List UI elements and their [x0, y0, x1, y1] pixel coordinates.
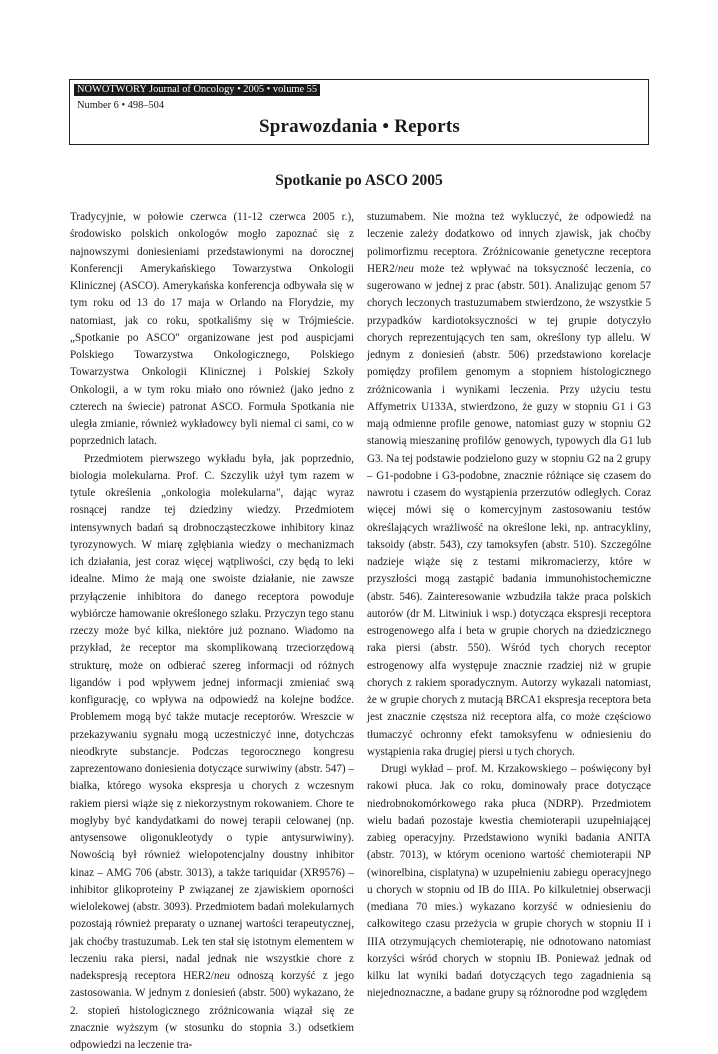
paragraph-lung-cancer [367, 761, 651, 1003]
paragraph-molecular-oncology [70, 451, 354, 1054]
left-column [70, 209, 354, 1054]
italic-neu: neu [398, 263, 414, 275]
paragraph-intro-text: Tradycyjnie, w połowie czerwca (11-12 czerwca 2005 r.), środowisko polskich onkologów mogło zapoznać się z najnowszymi doniesieniami przedstawionymi na dorocznej Konferencji Amerykańskiego Towarzystwa Onkologii Klinicznej (ASCO). Amerykańska konferencja odbywała się w tym roku od 13 do 17 maja w Orlando na Florydzie, my natomiast, jak co roku, spotkaliśmy się w Trójmieście. „Spotkanie po ASCO" organizowane jest pod auspicjami Polskiego Towarzystwa Onkologicznego, Polskiego Towarzystwa Onkologii Klinicznej i Polskiej Szkoły Onkologii, a w tym roku miało ono również (jako jedno z czterech na świecie) patronat ASCO. Formuła Spotkania nie uległa zmianie, również wykładowcy byli niemal ci sami, co w poprzednich latach. [70, 211, 354, 447]
section-title: Sprawozdania • Reports [259, 116, 460, 138]
paragraph-text: odnoszą korzyść z jego zastosowania. W jednym z doniesień (abstr. 500) wykazano, że 2. stopień histologicznego zróżnicowania wiązał się ze znacznie wyższym (w stosunku do stopnia 3.) odsetkiem odpowiedzi na leczenie tra- [70, 970, 354, 1051]
journal-header-box [69, 79, 649, 145]
right-column [367, 209, 651, 1003]
paragraph-text: Drugi wykład – prof. M. Krzakowskiego – poświęcony był rakowi płuca. Jak co roku, dominowały prace dotyczące niedrobnokomórkowego raka płuca (NDRP). Przedmiotem wielu badań pozostaje kwestia chemioterapii uzupełniającej zabieg operacyjny. Przedstawiono wyniki badania ANITA (abstr. 7013), w którym oceniono wartość chemioterapii NP (winorelbina, cisplatyna) w uzupełnieniu zabiegu operacyjnego u chorych w stopniu od IB do IIIA. Po kilkuletniej obserwacji (mediana 70 mies.) wykazano korzyść w odniesieniu do całkowitego czasu przeżycia w grupie chorych w stopniu II i IIIA otrzymujących chemioterapię, nie odnotowano natomiast korzyści wśród chorych w stopniu IB. Ponieważ jednak od kilku lat wyniki badań dotyczących tego zagadnienia są niejednoznaczne, a badane grupy są różnorodne pod względem [367, 763, 651, 999]
paragraph-text: Przedmiotem pierwszego wykładu była, jak poprzednio, biologia molekularna. Prof. C. Szczylik użył tym razem w tytule określenia „onkologia molekularna", dając wyraz rosnącej randze tej dziedziny wiedzy. Przedmiotem intensywnych badań są drobnocząsteczkowe inhibitory kinaz tyrozynowych. W miarę zgłębiania wiedzy o mechanizmach ich działania, jest coraz więcej wątpliwości, czy będą to leki idealne. Mimo że mają one swoiste działanie, nie zawsze przyłączenie inhibitora do danego receptora powoduje wybiórcze hamowanie określonego szlaku. Przyczyn tego stanu rzeczy może być kilka, niektóre już poznano. Wiadomo na przykład, że receptor ma skomplikowaną trzeciorzędową strukturę, może on odbierać szereg informacji od różnych ligandów i pod wpływem jednej informacji zmieniać swą konfigurację, co wpływa na odpowiedź na kolejne bodźce. Problemem mogą być także mutacje receptorów. Wreszcie w przekazywaniu sygnału mogą uczestniczyć inne, dotychczas nieodkryte substancje. Podczas tegorocznego kongresu zaprezentowano doniesienia dotyczące surwiwiny (abstr. 547) – białka, którego wysoka ekspresja u chorych z wczesnym rakiem piersi wiąże się z niekorzystnym rokowaniem. Chore te mogłyby być kandydatkami do nowej terapii celowanej (np. antysensowe oligonukleotydy o typie antysurwiwiny). Nowością był również wielopotencjalny doustny inhibitor kinaz – AMG 706 (abstr. 3013), a także tariquidar (XR9576) – inhibitor glikoproteiny P związanej ze zjawiskiem oporności wielolekowej (abstr. 3093). Przedmiotem badań molekularnych pozostają również preparaty o uznanej wartości terapeutycznej, jak choćby trastuzumab. Lek ten stał się istotnym elementem w leczeniu raka piersi, nadal jednak nie wszystkie chore z nadekspresją receptora HER2/ [70, 453, 354, 983]
article-title: Spotkanie po ASCO 2005 [0, 172, 718, 190]
issue-number: Number 6 • 498–504 [77, 100, 164, 112]
paragraph-trastuzumab [367, 209, 651, 761]
journal-citation: NOWOTWORY Journal of Oncology • 2005 • volume 55 [74, 84, 320, 96]
paragraph-text: może też wpływać na toksyczność leczenia, co sugerowano w jednej z prac (abstr. 501). Analizując genom 57 chorych leczonych trastuzumabem stwierdzono, że wszystkie 5 przypadków kardiotoksyczności w tej grupie dotyczyło chorych reprezentujących ten sam, określony typ allelu. W jednym z doniesień (abstr. 506) przedstawiono korelacje pomiędzy profilem genomym a stopniem histologicznego zróżnicowania i wynikami leczenia. Przy użyciu testu Affymetrix U133A, stwierdzono, że guzy w stopniu G1 i G3 mają odmienne profile genowe, natomiast guzy w stopniu G2 stanowią mieszaninę profilów genowych, typowych dla G1 lub G3. Na tej podstawie podzielono guzy w stopniu G2 na 2 grupy – G1-podobne i G3-podobne, znacznie różniące się czasem do nawrotu i czasem do wystąpienia przerzutów odległych. Coraz więcej mówi się o komercyjnym zastosowaniu testów określających wrażliwość na określone leki, np. antracykliny, taksoidy (abstr. 543), czy tamoksyfen (abstr. 510). Szczególne nadzieje wiąże się z testami mikromacierzy, które w przyszłości mogą zastąpić badania immunohistochemiczne (abstr. 546). Zainteresowanie wzbudziła także praca polskich autorów (dr M. Litwiniuk i wsp.) dotycząca ekspresji receptora estrogenowego alfa i beta w grupie chorych na dziedzicznego raka piersi (abstr. 550). Wśród tych chorych receptor estrogenowy alfa występuje znacznie rzadziej niż w grupie chorych z rakiem sporadycznym. Autorzy wykazali natomiast, że w grupie chorych z mutacją BRCA1 ekspresja receptora beta jest znacznie częstsza niż receptora alfa, co może częściowo tłumaczyć ochronny efekt tamoksyfenu w odniesieniu do wystąpienia raka drugiej piersi u tych chorych. [367, 263, 651, 758]
paragraph-intro [70, 209, 354, 451]
paragraph-text: stuzumabem. Nie można też wykluczyć, że odpowiedź na leczenie zależy dodatkowo od innych zjawisk, jak choćby polimorfizmu receptora. Zróżnicowanie genetyczne receptora HER2/ [367, 211, 651, 275]
italic-neu: neu [214, 970, 230, 982]
